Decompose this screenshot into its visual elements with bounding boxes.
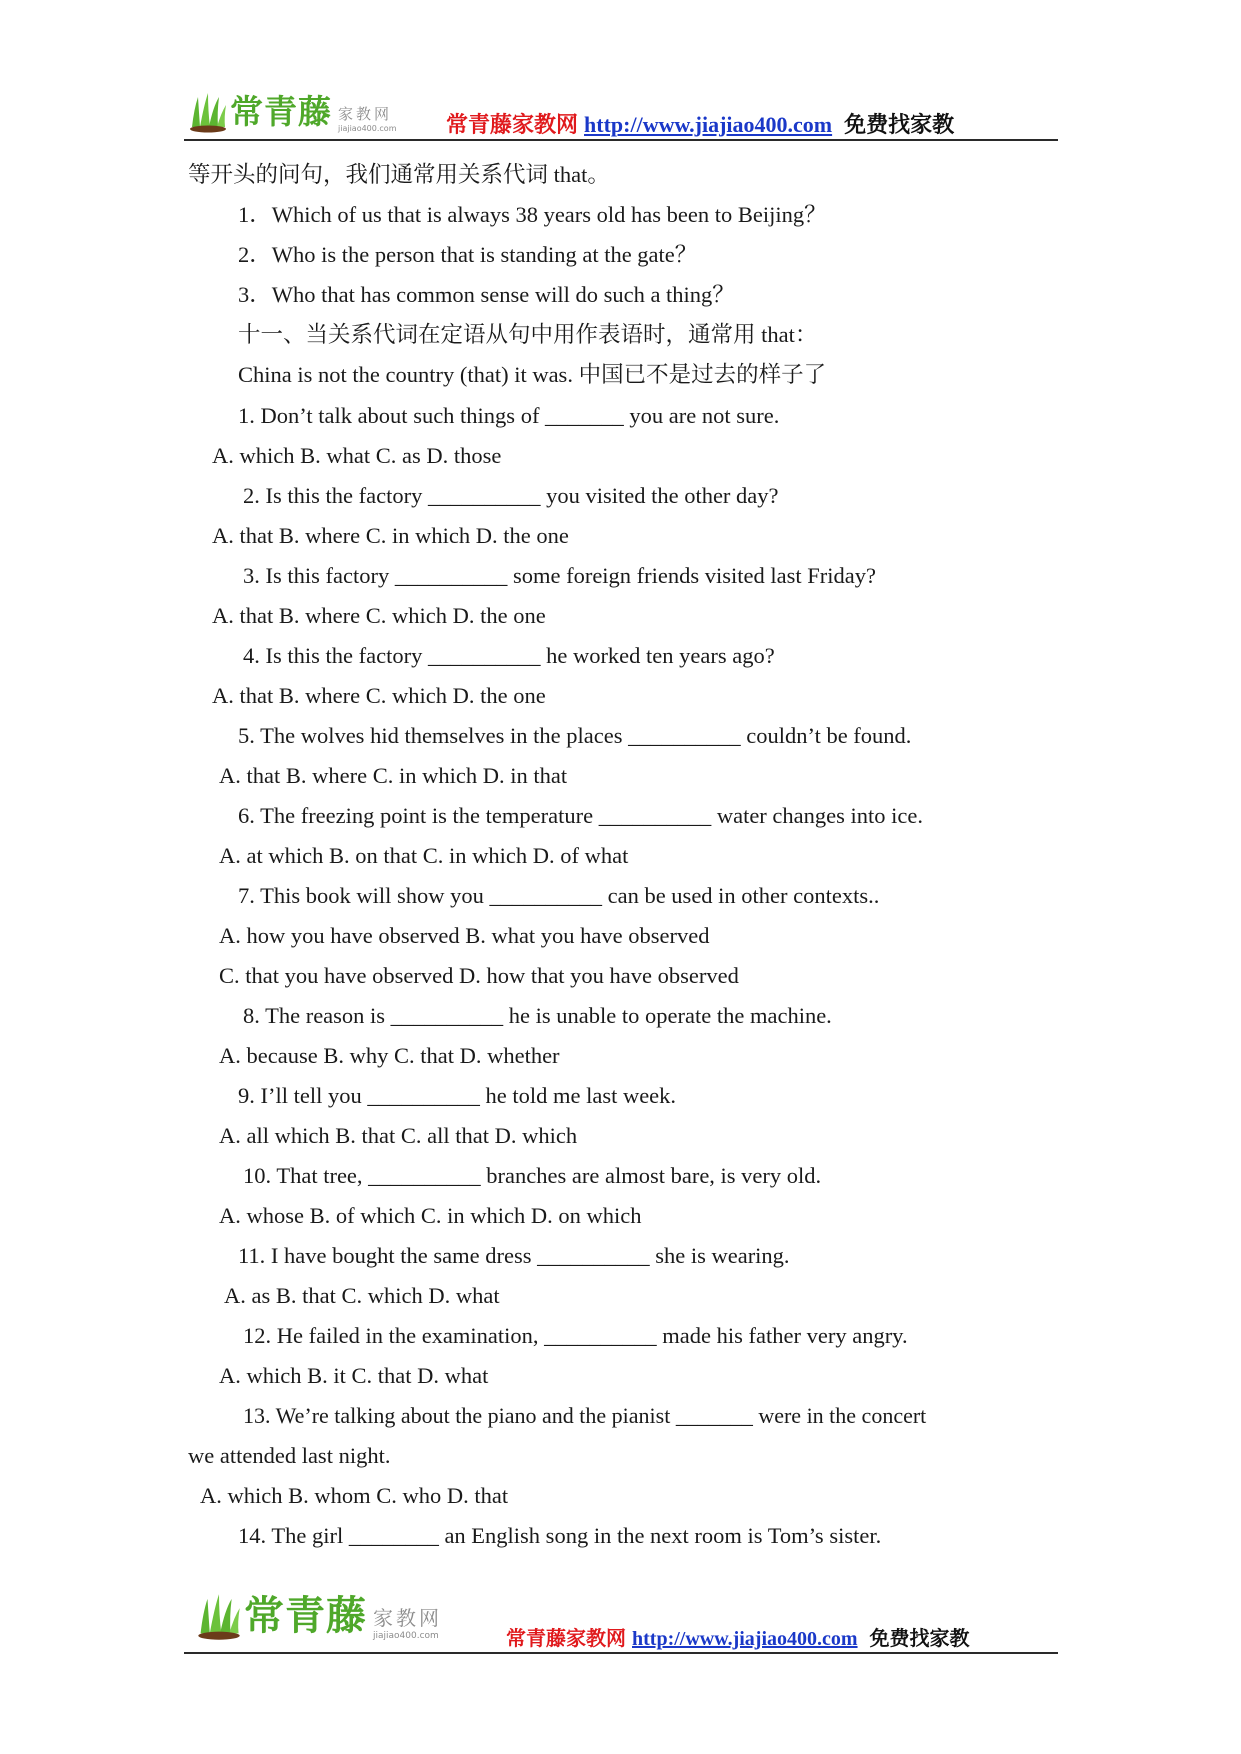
- question: 14. The girl ________ an English song in the next room is Tom’s sister.: [238, 1523, 882, 1548]
- question: 9. I’ll tell you __________ he told me last week.: [238, 1083, 677, 1108]
- text-line: 3．Who that has common sense will do such a thing？: [238, 282, 735, 307]
- answer-options: A. because B. why C. that D. whether: [219, 1043, 560, 1068]
- answer-options: A. that B. where C. which D. the one: [212, 603, 546, 628]
- logo-domain: jiajiao400.com: [373, 1631, 439, 1641]
- question: 7. This book will show you __________ can be used in other contexts..: [238, 883, 880, 908]
- footer-banner: [506, 1622, 970, 1651]
- logo-name: 常青藤: [230, 92, 332, 131]
- question: 10. That tree, __________ branches are almost bare, is very old.: [243, 1163, 822, 1188]
- text-line: 1．Which of us that is always 38 years old has been to Beijing？: [238, 202, 827, 227]
- answer-options: A. which B. it C. that D. what: [219, 1363, 489, 1388]
- header-url-link[interactable]: http://www.jiajiao400.com: [584, 112, 833, 137]
- answer-options: A. that B. where C. which D. the one: [212, 683, 546, 708]
- answer-options: A. as B. that C. which D. what: [224, 1283, 500, 1308]
- header-logo: [188, 86, 397, 133]
- footer-rule: [184, 1652, 1058, 1654]
- question: 12. He failed in the examination, __________ made his father very angry.: [243, 1323, 908, 1348]
- question: 5. The wolves hid themselves in the places __________ couldn’t be found.: [238, 723, 912, 748]
- answer-options: A. how you have observed B. what you have observed: [219, 923, 710, 948]
- question: 2. Is this the factory __________ you visited the other day?: [243, 483, 779, 508]
- grass-logo-icon: [188, 89, 228, 133]
- question: 11. I have bought the same dress __________ she is wearing.: [238, 1243, 790, 1268]
- logo-sub: 家教网: [373, 1606, 442, 1630]
- header-banner: [446, 108, 954, 139]
- footer-url-link[interactable]: http://www.jiajiao400.com: [632, 1628, 858, 1650]
- answer-options: A. that B. where C. in which D. the one: [212, 523, 569, 548]
- header-rule: [184, 139, 1058, 141]
- question: 3. Is this factory __________ some foreign friends visited last Friday?: [243, 563, 877, 588]
- question: 6. The freezing point is the temperature __________ water changes into ice.: [238, 803, 923, 828]
- answer-options: A. all which B. that C. all that D. which: [219, 1123, 578, 1148]
- answer-options: A. which B. what C. as D. those: [212, 443, 502, 468]
- question: 4. Is this the factory __________ he worked ten years ago?: [243, 643, 775, 668]
- header-site-name: 常青藤家教网: [446, 112, 579, 137]
- question: 13. We’re talking about the piano and the pianist _______ were in the concert: [243, 1403, 927, 1428]
- answer-options: A. which B. whom C. who D. that: [200, 1483, 509, 1508]
- text-line: 2．Who is the person that is standing at the gate？: [238, 242, 698, 267]
- grass-logo-icon: [196, 1589, 242, 1641]
- footer-site-name: 常青藤家教网: [506, 1628, 626, 1650]
- logo-sub: 家教网: [338, 105, 393, 123]
- answer-options: A. that B. where C. in which D. in that: [219, 763, 568, 788]
- footer-tagline: 免费找家教: [869, 1628, 970, 1650]
- text-line: we attended last night.: [188, 1443, 391, 1468]
- section-heading: 十一、当关系代词在定语从句中用作表语时，通常用 that：: [238, 322, 818, 347]
- question: 8. The reason is __________ he is unable to operate the machine.: [243, 1003, 832, 1028]
- logo-domain: jiajiao400.com: [338, 124, 397, 133]
- header-tagline: 免费找家教: [844, 112, 955, 137]
- question: 1. Don’t talk about such things of _______ you are not sure.: [238, 403, 780, 428]
- logo-name: 常青藤: [244, 1593, 367, 1639]
- answer-options: A. at which B. on that C. in which D. of what: [219, 843, 629, 868]
- answer-options: A. whose B. of which C. in which D. on which: [219, 1203, 642, 1228]
- text-line: China is not the country (that) it was. 中国已不是过去的样子了: [238, 362, 827, 387]
- answer-options: C. that you have observed D. how that you have observed: [219, 963, 739, 988]
- footer-logo: [196, 1584, 442, 1641]
- text-line: 等开头的问句，我们通常用关系代词 that。: [188, 162, 610, 187]
